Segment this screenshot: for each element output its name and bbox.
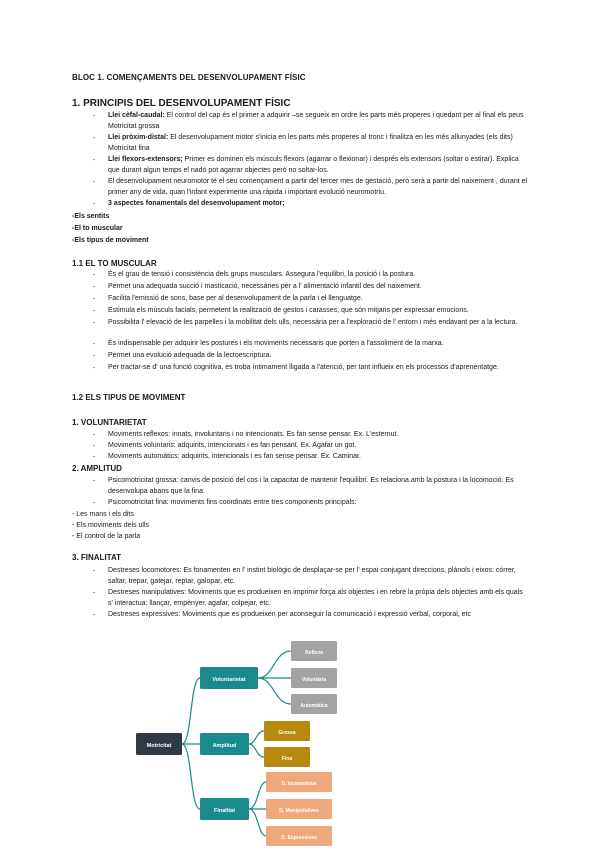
component-item: - Les mans i els dits	[72, 511, 134, 518]
connector-fin-expressives	[249, 809, 266, 836]
branch-label: Voluntarietat	[212, 677, 246, 683]
leaf-label: Fina	[281, 756, 293, 762]
bullet-text: El control del cap és el primer a adquirir –se segueix en ordre les parts més properes i quedant per al final els peus Motricitat grossa	[108, 112, 524, 130]
page-title: BLOC 1. COMENÇAMENTS DEL DESENVOLUPAMENT FÍSIC	[72, 73, 306, 82]
diagram-leaf-automatica	[291, 694, 337, 714]
list-item: És indispensable per adquirir les postures i els moviments necessaris que porten a l'assoliment de la marxa.	[108, 340, 444, 347]
connector-amp-fina	[249, 744, 264, 757]
list-item: Moviments reflexos: innats, involuntaris i no intencionats. Es fan sense pensar. Ex. L'esternut.	[108, 431, 399, 438]
bullet-dash: -	[93, 296, 96, 303]
subsection-heading-finalitat: 3. FINALITAT	[72, 553, 122, 562]
branch-label: Amplitud	[212, 743, 237, 749]
section-heading-tipus-moviment: 1.2 ELS TIPUS DE MOVIMENT	[72, 393, 186, 402]
bullet-dash: -	[93, 500, 96, 507]
list-item: Permet una evolució adequada de la lectoescriptura.	[108, 352, 272, 359]
leaf-label: Reflexa	[305, 650, 323, 656]
list-item: Per tractar-se d' una funció cognitiva, es troba íntimament lligada a l'atenció, per tant influeix en els processos d'aprenentatge.	[108, 364, 499, 371]
leaf-label: Grossa	[278, 730, 296, 736]
bullet-dash: -	[93, 272, 96, 279]
bullet-dash: -	[93, 353, 96, 360]
diagram-branch-finalitat	[200, 798, 249, 820]
connector-root-finalitat	[182, 744, 200, 809]
connector-root-voluntarietat	[182, 678, 200, 744]
component-item: - El control de la parla	[72, 533, 141, 540]
bullet-dash: -	[93, 443, 96, 450]
root-label: Motricitat	[146, 743, 172, 749]
leaf-label: D. locomotrius	[281, 781, 317, 787]
diagram-leaf-fina	[264, 747, 310, 767]
bullet-text: El desenvolupament motor s'inicia en les parts més properes al tronc i finalitza en les més allunyades (els dits) Motricitat fina	[108, 134, 513, 152]
bullet-text: Primer es dominen els músculs flexors (agarrar o flexionar) i després els extensors (soltar o estirar). Explica que durant algun temps el nadó pot agarrar objectes però no soltar-los.	[108, 156, 519, 174]
bold-term: Llei flexors-extensors;	[108, 156, 183, 163]
bullet-dash: -	[93, 365, 96, 372]
leaf-label: D. Manipulatives	[279, 808, 319, 814]
subsection-heading-voluntarietat: 1. VOLUNTARIETAT	[72, 418, 147, 427]
branch-label: Finalitat	[213, 808, 236, 814]
list-item: Facilita l'emissió de sons, base per al desenvolupament de la parla i el llenguatge.	[108, 295, 363, 302]
bullet-dash: -	[93, 201, 96, 208]
diagram-leaf-reflexa	[291, 641, 337, 661]
subsection-heading-amplitud: 2. AMPLITUD	[72, 464, 122, 473]
diagram-root-node	[136, 733, 182, 755]
list-item: Estimula els músculs facials, permetent la realització de gestos i carasses, que són mitjans per expressar emocions.	[108, 307, 469, 314]
list-item: És el grau de tensió i consistència dels grups musculars. Assegura l'equilibri, la posició i la postura.	[108, 271, 416, 278]
bullet-dash: -	[93, 113, 96, 120]
bullet-dash: -	[93, 590, 96, 597]
bullet-dash: -	[93, 568, 96, 575]
connector-vol-reflexa	[258, 651, 291, 678]
list-item: Destreses manipulatives: Moviments que es produeixen en imprimir força als objectes i en rebre la pròpia dels objectes amb els quals s' interactua: llançar, empènyer, agafar, colpejar, etc.	[108, 589, 523, 607]
bullet-dash: -	[93, 341, 96, 348]
list-item: Possibilita l' elevació de les parpelles i la mobilitat dels ulls, necessària per a l'exploració de l' entorn i més endavant per a la lectura.	[108, 319, 518, 326]
leaf-label: Automàtica	[300, 703, 328, 709]
list-item: Destreses expressives: Moviments que es produeixen per aconseguir la comunicació i expressió verbal, corporal, etc	[108, 611, 472, 618]
aspect-item: -Els sentits	[72, 213, 110, 220]
diagram-branch-amplitud	[200, 733, 249, 755]
bullet-dash: -	[93, 284, 96, 291]
aspect-item: -Els tipus de moviment	[72, 237, 149, 244]
connector-fin-locomotrius	[249, 782, 266, 809]
diagram-leaf-expressives	[266, 826, 332, 846]
list-item: Moviments voluntaris: adquirits, intencionats i es fan pensant. Ex. Agafar un got.	[108, 442, 357, 449]
diagram-leaf-locomotrius	[266, 772, 332, 792]
list-item: Psicomotricitat grossa: canvis de posició del cos i la capacitat de mantenir l'equilibri. Es relaciona amb la postura i la locomoció. Es desenvolupa abans que la fina.	[108, 477, 514, 495]
list-item: Permet una adequada succió i masticació, necessàries per a l' alimentació infantil des del naixement.	[108, 283, 422, 290]
list-item: El desenvolupament neuromotor té el seu començament a partir del tercer mes de gestació, però serà a partir del naixement , durant el primer any de vida, quan l'infant experimente una ràpida i important evolució neuromotriu.	[108, 178, 528, 196]
bullet-dash: -	[93, 612, 96, 619]
diagram-leaf-grossa	[264, 721, 310, 741]
bullet-dash: -	[93, 135, 96, 142]
bullet-dash: -	[93, 478, 96, 485]
bullet-dash: -	[93, 308, 96, 315]
section-heading-principis: 1. PRINCIPIS DEL DESENVOLUPAMENT FÍSIC	[72, 98, 291, 109]
aspect-item: -El to muscular	[72, 225, 123, 232]
bullet-dash: -	[93, 320, 96, 327]
bullet-dash: -	[93, 157, 96, 164]
leaf-label: Voluntària	[301, 677, 327, 683]
bullet-dash: -	[93, 179, 96, 186]
list-item: Destreses locomotores: Es fonamenten en l' instint biològic de desplaçar-se per l' espai conjugant direccions, plànols i eixos: córrer, saltar, trepar, gatejar, reptar, galopar, etc.	[108, 567, 516, 585]
bold-term: 3 aspectes fonamentals del desenvolupament motor;	[108, 200, 285, 207]
diagram-leaf-voluntaria	[291, 668, 337, 688]
component-item: - Els moviments dels ulls	[72, 522, 150, 529]
bold-term: Llei cèfal-caudal:	[108, 112, 165, 119]
list-item: Psicomotricitat fina: moviments fins coordinats entre tres components principals:	[108, 499, 357, 506]
diagram-leaf-manipulatives	[266, 799, 332, 819]
connector-amp-grossa	[249, 731, 264, 744]
bold-term: Llei pròxim-distal:	[108, 134, 169, 141]
list-item: Moviments automàtics: adquirits, intencionals i es fan sense pensar. Ex. Caminar.	[108, 453, 361, 460]
connector-vol-automatica	[258, 678, 291, 704]
leaf-label: D. Expressives	[281, 835, 317, 841]
bullet-dash: -	[93, 454, 96, 461]
diagram-branch-voluntarietat	[200, 667, 258, 689]
bullet-dash: -	[93, 432, 96, 439]
section-heading-to-muscular: 1.1 EL TO MUSCULAR	[72, 259, 157, 268]
